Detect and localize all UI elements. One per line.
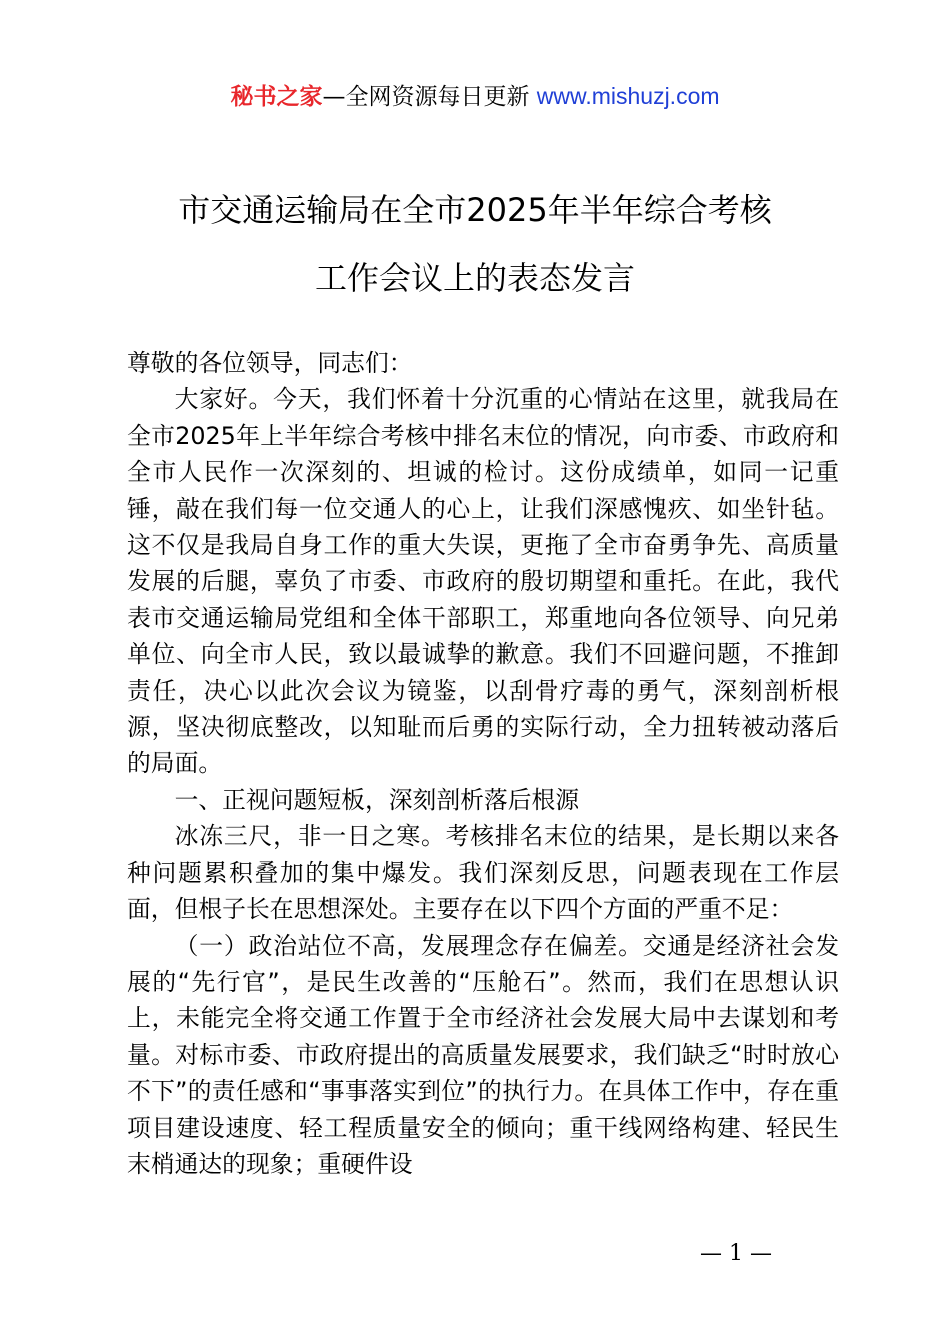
document-title-line-2: 工作会议上的表态发言 (314, 259, 635, 297)
site-brand: 秘书之家 (230, 84, 323, 110)
site-header (0, 80, 950, 113)
document-title-line-1: 市交通运输局在全市2025年半年综合考核 (178, 191, 772, 229)
document-body (127, 345, 839, 1182)
site-url-link[interactable]: www.mishuzj.com (536, 83, 720, 109)
section-heading-1: 一、正视问题短板，深刻剖析落后根源 (174, 785, 580, 814)
page-number: — 1 — (700, 1241, 772, 1266)
paragraph-point-1: （一）政治站位不高，发展理念存在偏差。交通是经济社会发展的“先行官”，是民生改善的“压舱石”。然而，我们在思想认识上，未能完全将交通工作置于全市经济社会发展大局中去谋划和考量。对标市委、市政府提出的高质量发展要求，我们缺乏“时时放心不下”的责任感和“事事落实到位”的执行力。在具体工作中，存在重项目建设速度、轻工程质量安全的倾向；重干线网络构建、轻民生末梢通达的现象；重硬件设 (127, 931, 839, 1178)
salutation: 尊敬的各位领导，同志们： (127, 349, 413, 377)
paragraph-opening: 大家好。今天，我们怀着十分沉重的心情站在这里，就我局在全市2025年上半年综合考核中排名末位的情况，向市委、市政府和全市人民作一次深刻的、坦诚的检讨。这份成绩单，如同一记重锤，敲在我们每一位交通人的心上，让我们深感愧疚、如坐针毡。这不仅是我局自身工作的重大失误，更拖了全市奋勇争先、高质量发展的后腿，辜负了市委、市政府的殷切期望和重托。在此，我代表市交通运输局党组和全体干部职工，郑重地向各位领导、向兄弟单位、向全市人民，致以最诚挚的歉意。我们不回避问题，不推卸责任，决心以此次会议为镜鉴，以刮骨疗毒的勇气，深刻剖析根源，坚决彻底整改，以知耻而后勇的实际行动，全力扭转被动落后的局面。 (127, 385, 839, 778)
paragraph-analysis: 冰冻三尺，非一日之寒。考核排名末位的结果，是长期以来各种问题累积叠加的集中爆发。我们深刻反思，问题表现在工作层面，但根子长在思想深处。主要存在以下四个方面的严重不足： (127, 822, 839, 924)
site-tagline: —全网资源每日更新 (322, 84, 537, 110)
